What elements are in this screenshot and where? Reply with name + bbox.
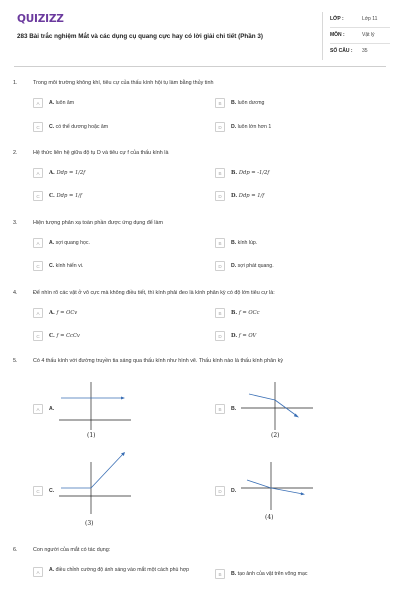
option-letter-box: D <box>215 122 225 132</box>
option-letter-box: A <box>33 238 43 248</box>
question-number: 3. <box>13 220 18 226</box>
meta-subject-key: MÔN : <box>330 32 345 38</box>
meta-class-value: Lớp 11 <box>362 16 378 22</box>
meta-subject <box>330 28 390 42</box>
figure-caption: (2) <box>271 432 280 439</box>
question-text: Hiện tượng phản xạ toàn phần được ứng dụng để làm <box>33 220 163 226</box>
lens-diagram-3 <box>55 448 135 520</box>
question-text: Có 4 thấu kính với đường truyền tia sáng qua thấu kính như hình vẽ. Thấu kính nào là thấu kính phân kỳ <box>33 358 284 364</box>
meta-subject-value: Vật lý <box>362 32 375 38</box>
option-letter-box: D <box>215 191 225 201</box>
question-number: 5. <box>13 358 18 364</box>
option-text: điều chỉnh cường độ ánh sáng vào mắt một cách phù hợp <box>55 567 190 573</box>
option-text: luôn lớn hơn 1 <box>237 124 272 131</box>
figure-caption: (4) <box>265 514 274 521</box>
meta-count-value: 35 <box>362 48 368 54</box>
option-text: luôn dương <box>237 100 265 107</box>
meta-class <box>330 12 390 26</box>
question-text: Con người của mắt có tác dụng: <box>33 547 111 553</box>
option-letter-box: B <box>215 569 225 579</box>
meta-count-key: SỐ CÂU : <box>330 48 353 54</box>
option-letter-box: B <box>215 98 225 108</box>
meta-class-key: LỚP : <box>330 16 344 22</box>
lens-diagram-2 <box>237 378 317 436</box>
option-letter-box: B <box>215 308 225 318</box>
option-letter-box: A <box>33 98 43 108</box>
question-number: 1. <box>13 80 18 86</box>
option-text: f = OV <box>238 333 257 340</box>
option-text: luôn âm <box>55 100 75 107</box>
option-letter-box: D <box>215 331 225 341</box>
option-text: Ddp = 1/f <box>56 193 82 200</box>
option-text: tạo ảnh của vật trên võng mạc <box>237 571 308 578</box>
option-text: có thể dương hoặc âm <box>55 124 109 131</box>
question-text: Để nhìn rõ các vật ở vô cực mà không điều tiết, thì kính phải đeo là kính phân kỳ có độ lớn tiêu cự là: <box>33 290 275 296</box>
option-letter-box: C <box>33 191 43 201</box>
quizizz-logo: QUIZIZZ <box>17 13 64 25</box>
meta-divider <box>322 12 323 60</box>
option-text: sợi phát quang. <box>237 263 274 270</box>
option-text: f = OCc <box>238 310 260 317</box>
option-letter-box: D <box>215 486 225 496</box>
option-letter-box: B <box>215 404 225 414</box>
option-letter-box: C <box>33 122 43 132</box>
figure-caption: (1) <box>87 432 96 439</box>
option-letter-box: A <box>33 168 43 178</box>
option-text: Ddp = -1/2f <box>238 170 270 177</box>
meta-count <box>330 44 390 58</box>
option-letter-box: C <box>33 486 43 496</box>
option-letter-box: A <box>33 567 43 577</box>
option-text: Ddp = 1/2f <box>56 170 86 177</box>
document-title: 283 Bài trắc nghiệm Mắt và các dụng cụ quang cực hay có lời giải chi tiết (Phần 3) <box>17 33 263 40</box>
option-text: kính lúp. <box>237 240 258 247</box>
option-letter-box: C <box>33 331 43 341</box>
question-text: Trong môi trường không khí, tiêu cự của thấu kính hội tụ làm bằng thủy tinh <box>33 80 214 86</box>
option-letter-box: B <box>215 168 225 178</box>
option-letter-box: D <box>215 261 225 271</box>
option-letter-box: A <box>33 308 43 318</box>
question-number: 2. <box>13 150 18 156</box>
option-text: f = OCv <box>56 310 78 317</box>
option-letter-box: B <box>215 238 225 248</box>
option-letter-box: A <box>33 404 43 414</box>
lens-diagram-4 <box>237 458 317 516</box>
option-text: sợi quang học. <box>55 240 90 247</box>
option-text: Ddp = 1/f <box>238 193 265 200</box>
lens-diagram-1 <box>55 378 135 436</box>
document-header <box>0 0 400 64</box>
option-text: f = CcCv <box>56 333 80 340</box>
figure-caption: (3) <box>85 520 94 527</box>
option-letter-box: C <box>33 261 43 271</box>
header-rule <box>14 66 386 67</box>
option-text: kính hiển vi. <box>55 263 84 270</box>
question-text: Hệ thức liên hệ giữa độ tụ D và tiêu cự f của thấu kính là <box>33 150 169 156</box>
question-number: 6. <box>13 547 18 553</box>
question-number: 4. <box>13 290 18 296</box>
